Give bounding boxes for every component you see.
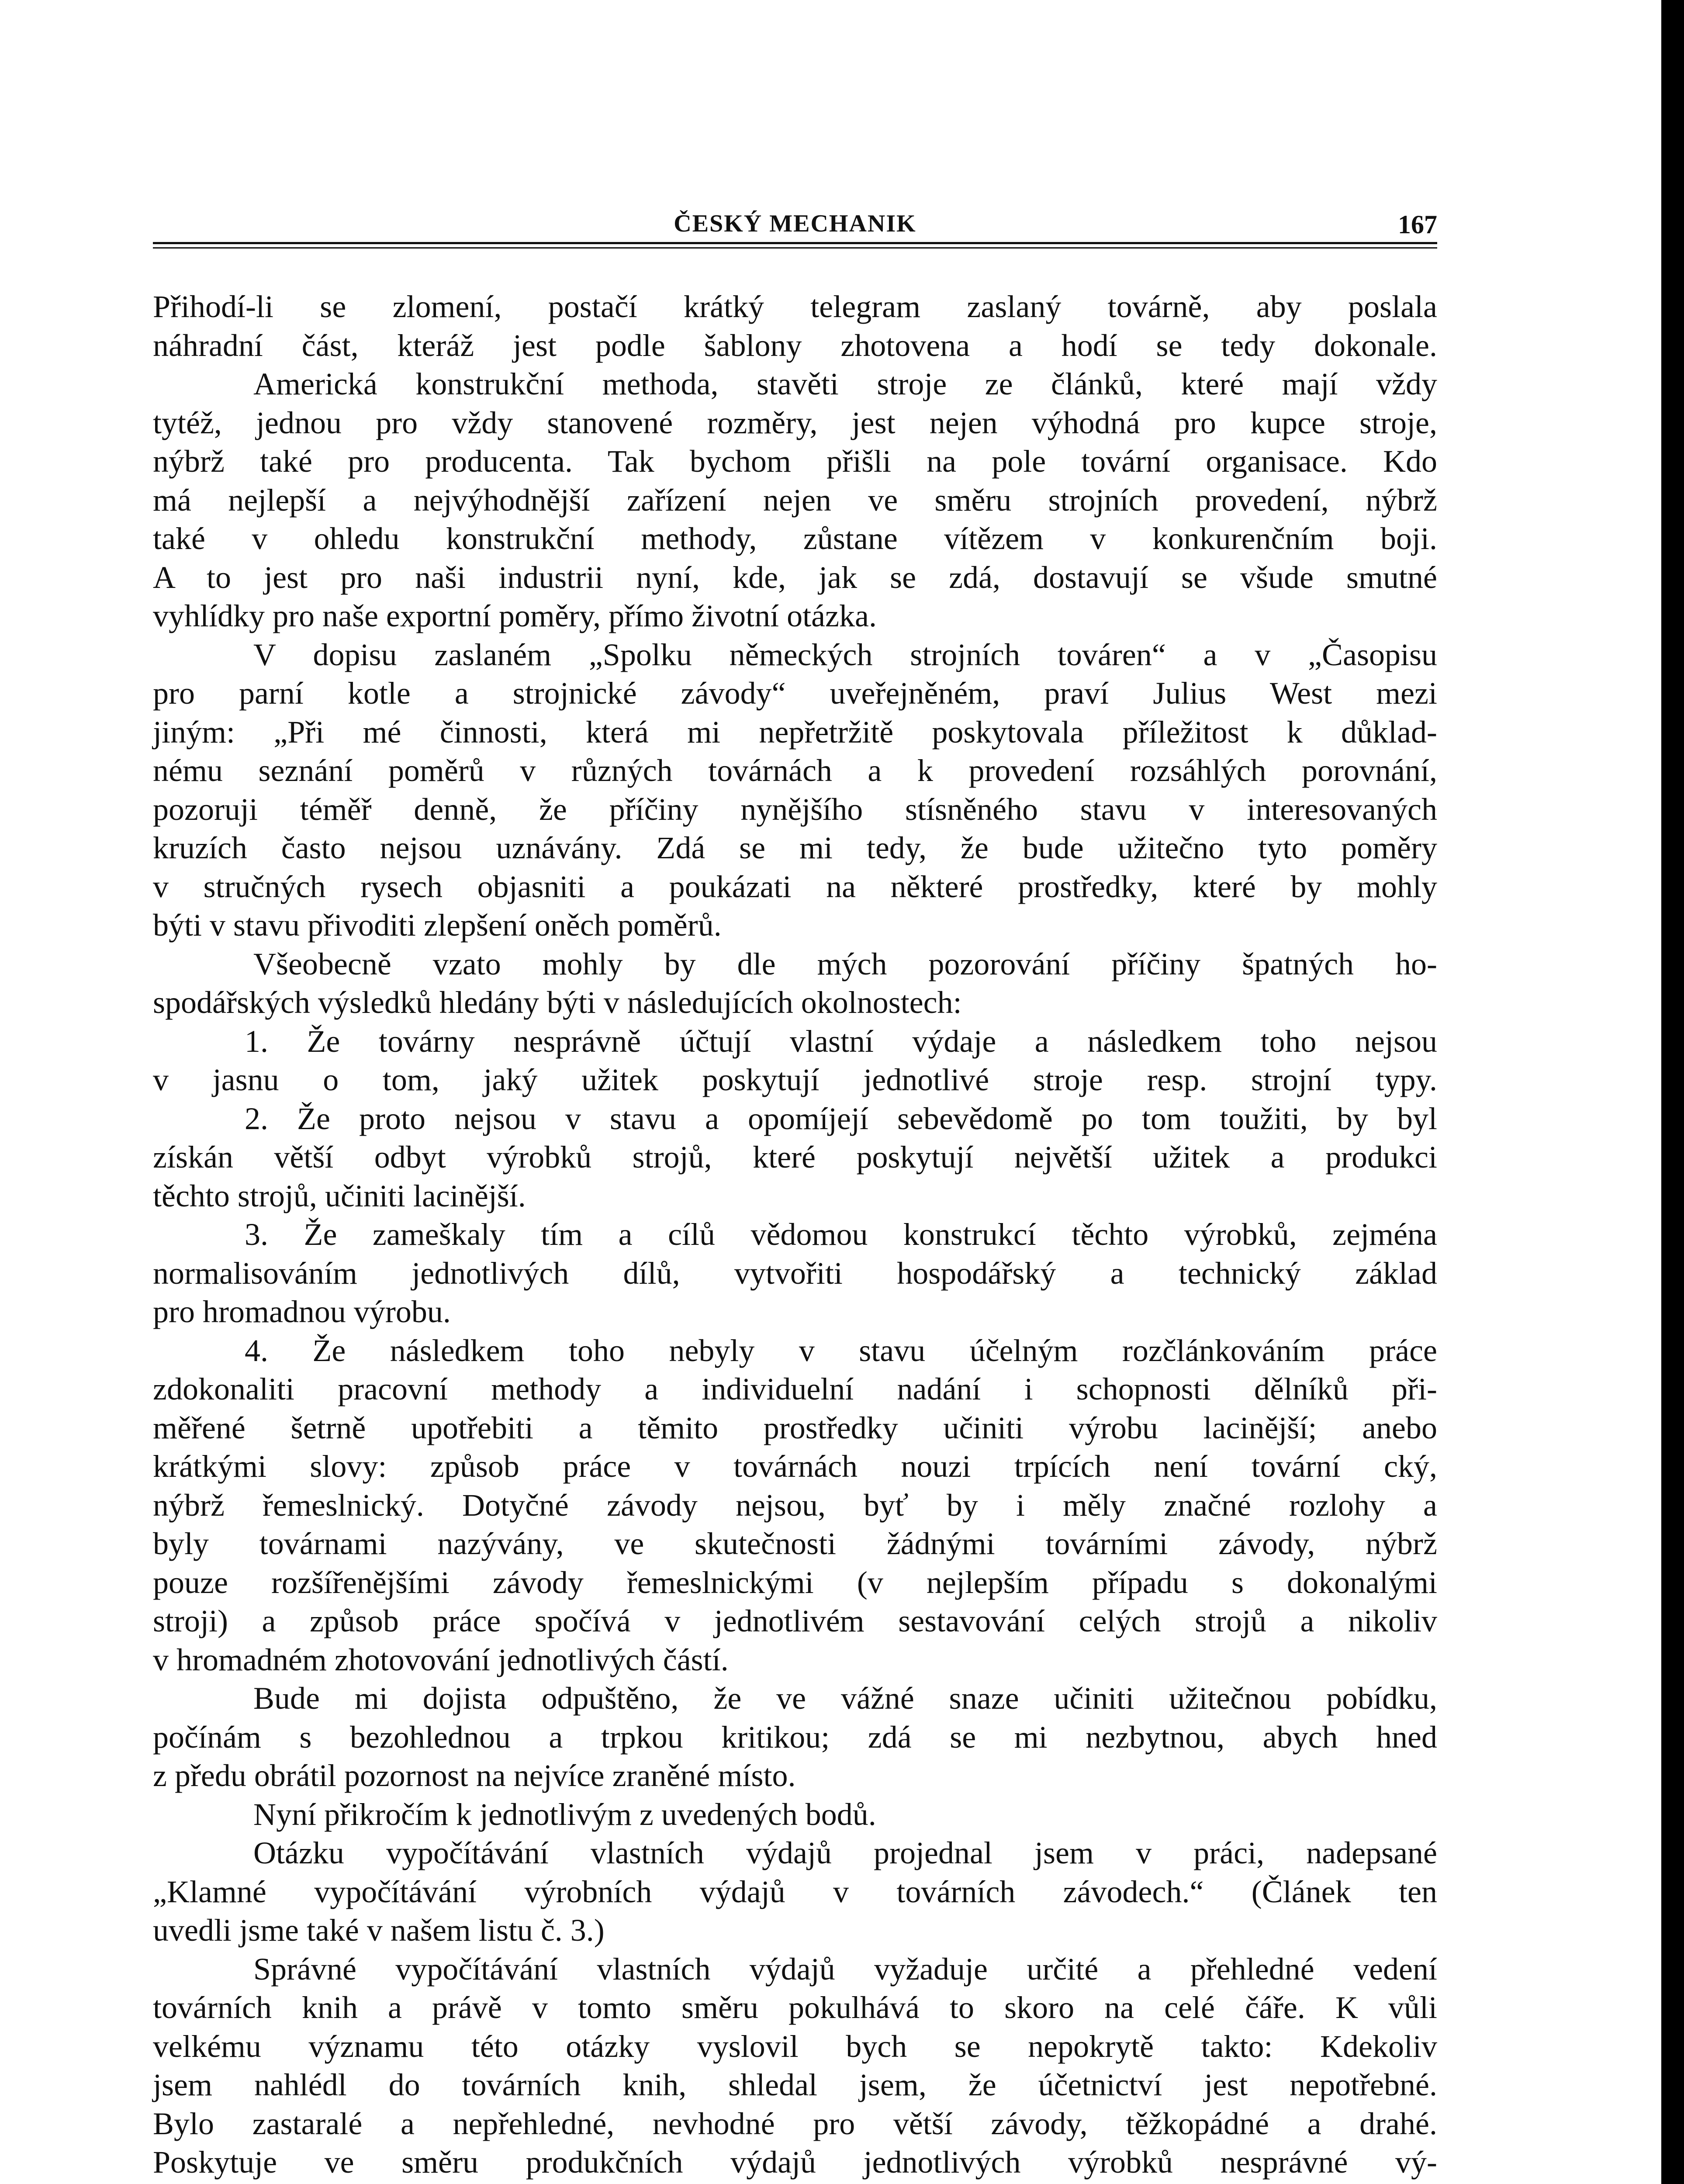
text-line: jsem nahlédl do továrních knih, shledal jsem, že účetnictví jest nepotřebné. [153,2067,1437,2102]
page-number: 167 [1398,210,1437,239]
text-line: Americká konstrukční methoda, stavěti stroje ze článků, které mají vždy [253,366,1437,401]
text-line: uvedli jsme také v našem listu č. 3.) [153,1913,605,1948]
text-line: také v ohledu konstrukční methody, zůstane vítězem v konkurenčním boji. [153,521,1437,556]
text-line: Bylo zastaralé a nepřehledné, nevhodné pro větší závody, těžkopádné a drahé. [153,2106,1437,2141]
text-line: pro hromadnou výrobu. [153,1294,451,1329]
scan-border [1661,0,1684,2184]
text-line: Správné vypočítávání vlastních výdajů vyžaduje určité a přehledné vedení [253,1951,1437,1987]
text-line: normalisováním jednotlivých dílů, vytvořiti hospodářský a technický základ [153,1255,1437,1291]
text-line: těchto strojů, učiniti lacinější. [153,1178,526,1213]
text-line: v stručných rysech objasniti a poukázati na některé prostředky, které by mohly [153,869,1437,904]
text-line: náhradní část, kteráž jest podle šablony zhotovena a hodí se tedy dokonale. [153,328,1437,363]
text-line: nýbrž také pro producenta. Tak bychom přišli na pole tovární organisace. Kdo [153,444,1437,479]
article-body [153,287,1437,2184]
text-line: nému seznání poměrů v různých továrnách a k provedení rozsáhlých porovnání, [153,753,1437,788]
header-rule-thin [153,247,1437,249]
text-line: A to jest pro naši industrii nyní, kde, jak se zdá, dostavují se všude smutné [153,560,1437,595]
text-line: vyhlídky pro naše exportní poměry, přímo životní otázka. [153,598,877,633]
text-line: krátkými slovy: způsob práce v továrnách nouzi trpících není tovární cký, [153,1449,1437,1484]
text-line: 1. Že továrny nesprávně účtují vlastní výdaje a následkem toho nejsou [245,1023,1437,1059]
text-line: 4. Že následkem toho nebyly v stavu účelným rozčlánkováním práce [245,1333,1437,1368]
text-line: pro parní kotle a strojnické závody“ uveřejněném, praví Julius West mezi [153,676,1437,711]
text-line [153,2182,1437,2184]
text-line: tytéž, jednou pro vždy stanovené rozměry, jest nejen výhodná pro kupce stroje, [153,405,1437,440]
text-line: má nejlepší a nejvýhodnější zařízení nejen ve směru strojních provedení, nýbrž [153,482,1437,518]
text-line: 3. Že zameškaly tím a cílů vědomou konstrukcí těchto výrobků, zejména [245,1217,1437,1252]
text-line: zdokonaliti pracovní methody a individuelní nadání i schopnosti dělníků při- [153,1372,1437,1406]
text-line: Nyní přikročím k jednotlivým z uvedených bodů. [253,1797,876,1832]
text-line: stroji) a způsob práce spočívá v jednotlivém sestavování celých strojů a nikoliv [153,1603,1437,1638]
text-line: pozoruji téměř denně, že příčiny nynějšího stísněného stavu v interesovaných [153,791,1437,827]
text-line: v hromadném zhotovování jednotlivých částí. [153,1642,729,1677]
text-line: z předu obrátil pozornost na nejvíce zraněné místo. [153,1758,796,1793]
text-line: Všeobecně vzato mohly by dle mých pozorování příčiny špatných ho- [253,946,1437,981]
journal-title: ČESKÝ MECHANIK [674,210,916,237]
text-line: Bude mi dojista odpuštěno, že ve vážné snaze učiniti užitečnou pobídku, [253,1681,1437,1716]
text-line: „Klamné vypočítávání výrobních výdajů v továrních závodech.“ (Článek ten [153,1874,1437,1909]
text-line: Poskytuje ve směru produkčních výdajů jednotlivých výrobků nesprávné vý- [153,2145,1437,2180]
text-line: továrních knih a právě v tomto směru pokulhává to skoro na celé čáře. K vůli [153,1990,1437,2025]
text-line: pouze rozšířenějšími závody řemeslnickými (v nejlepším případu s dokonalými [153,1565,1437,1600]
text-line: počínám s bezohlednou a trpkou kritikou; zdá se mi nezbytnou, abych hned [153,1719,1437,1755]
text-line: kruzích často nejsou uznávány. Zdá se mi tedy, že bude užitečno tyto poměry [153,830,1437,865]
text-line: býti v stavu přivoditi zlepšení oněch poměrů. [153,908,722,943]
text-line: získán větší odbyt výrobků strojů, které poskytují největší užitek a produkci [153,1140,1437,1175]
text-line: měřené šetrně upotřebiti a těmito prostředky učiniti výrobu lacinější; anebo [153,1410,1437,1445]
text-line: nýbrž řemeslnický. Dotyčné závody nejsou, byť by i měly značné rozlohy a [153,1487,1437,1523]
text-line: Přihodí-li se zlomení, postačí krátký telegram zaslaný továrně, aby poslala [153,289,1437,324]
running-header [153,205,1437,245]
text-line: velkému významu této otázky vyslovil bych se nepokrytě takto: Kdekoliv [153,2028,1437,2064]
text-line: spodářských výsledků hledány býti v následujících okolnostech: [153,985,962,1020]
header-rule [153,242,1437,244]
text-line: 2. Že proto nejsou v stavu a opomíjejí sebevědomě po tom toužiti, by byl [245,1101,1437,1136]
text-line: V dopisu zaslaném „Spolku německých strojních továren“ a v „Časopisu [253,637,1437,672]
text-line: jiným: „Při mé činnosti, která mi nepřetržitě poskytovala příležitost k důklad- [153,714,1437,750]
text-line: Otázku vypočítávání vlastních výdajů projednal jsem v práci, nadepsané [253,1835,1437,1870]
text-line: v jasnu o tom, jaký užitek poskytují jednotlivé stroje resp. strojní typy. [153,1062,1437,1097]
text-line: byly továrnami nazývány, ve skutečnosti žádnými továrními závody, nýbrž [153,1526,1437,1561]
